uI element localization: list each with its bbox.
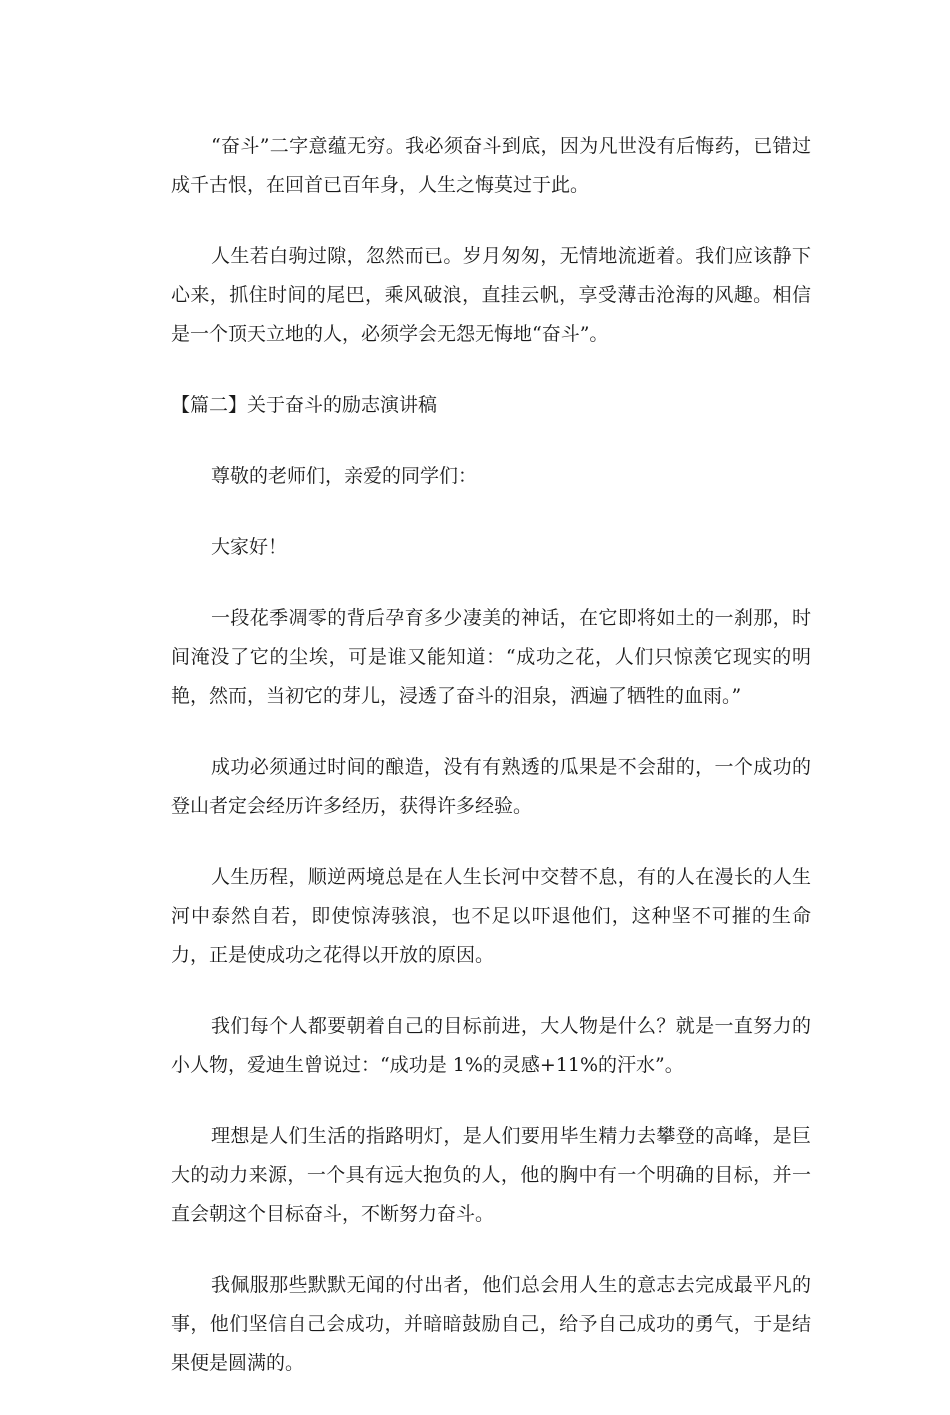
- section-heading: 【篇二】关于奋斗的励志演讲稿: [171, 394, 438, 416]
- salutation: 尊敬的老师们，亲爱的同学们：: [211, 465, 478, 487]
- paragraph: 成功必须通过时间的酿造，没有有熟透的瓜果是不会甜的，一个成功的登山者定会经历许多经历，获得许多经验。: [171, 756, 811, 817]
- paragraph: 人生若白驹过隙，忽然而已。岁月匆匆，无情地流逝着。我们应该静下心来，抓住时间的尾巴，乘风破浪，直挂云帆，享受薄击沧海的风趣。相信是一个顶天立地的人，必须学会无怨无悔地“奋斗”。: [171, 245, 811, 345]
- document-body: [171, 127, 811, 1415]
- greeting: 大家好！: [211, 536, 288, 558]
- paragraph: 理想是人们生活的指路明灯，是人们要用毕生精力去攀登的高峰，是巨大的动力来源，一个具有远大抱负的人，他的胸中有一个明确的目标，并一直会朝这个目标奋斗，不断努力奋斗。: [171, 1125, 811, 1225]
- paragraph: 我们每个人都要朝着自己的目标前进，大人物是什么？就是一直努力的小人物，爱迪生曾说过：“成功是 1%的灵感+11%的汗水”。: [171, 1015, 811, 1076]
- paragraph: “奋斗”二字意蕴无穷。我必须奋斗到底，因为凡世没有后悔药，已错过成千古恨，在回首已百年身，人生之悔莫过于此。: [171, 135, 811, 196]
- paragraph: 一段花季凋零的背后孕育多少凄美的神话，在它即将如土的一刹那，时间淹没了它的尘埃，可是谁又能知道：“成功之花，人们只惊羡它现实的明艳，然而，当初它的芽儿，浸透了奋斗的泪泉，洒遍了牺牲的血雨。”: [171, 607, 811, 707]
- paragraph: 人生历程，顺逆两境总是在人生长河中交替不息，有的人在漫长的人生河中泰然自若，即使惊涛骇浪，也不足以吓退他们，这种坚不可摧的生命力，正是使成功之花得以开放的原因。: [171, 866, 811, 966]
- paragraph: 我佩服那些默默无闻的付出者，他们总会用人生的意志去完成最平凡的事，他们坚信自己会成功，并暗暗鼓励自己，给予自己成功的勇气，于是结果便是圆满的。: [171, 1274, 811, 1374]
